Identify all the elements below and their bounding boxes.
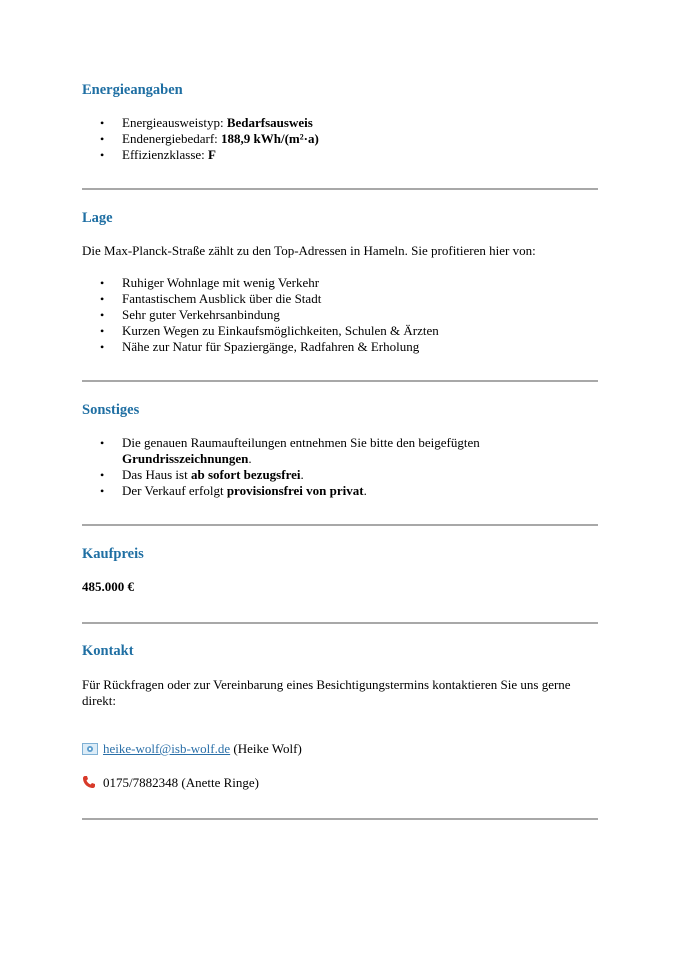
list-item: • Die genauen Raumaufteilungen entnehmen Sie bitte den beigefügten Grundrisszeichnungen. (82, 435, 522, 467)
divider (82, 380, 598, 382)
divider (82, 818, 598, 820)
sonstiges-list (82, 435, 522, 499)
phone-icon (82, 775, 98, 793)
list-item: • Endenergiebedarf: 188,9 kWh/(m²·a) (82, 131, 562, 147)
email-icon (82, 743, 98, 759)
heading-lage: Lage (82, 210, 113, 226)
list-item: • Kurzen Wegen zu Einkaufsmöglichkeiten, Schulen & Ärzten (82, 323, 562, 339)
email-contact (82, 741, 302, 759)
list-item: • Nähe zur Natur für Spaziergänge, Radfahren & Erholung (82, 339, 562, 355)
heading-sonstiges: Sonstiges (82, 402, 140, 418)
email-contact-name: (Heike Wolf) (230, 741, 302, 756)
price: 485.000 € (82, 579, 134, 594)
divider (82, 188, 598, 190)
heading-kaufpreis: Kaufpreis (82, 546, 144, 562)
lage-list (82, 275, 562, 355)
lage-intro: Die Max-Planck-Straße zählt zu den Top-Adressen in Hameln. Sie profitieren hier von: (82, 243, 536, 258)
phone-contact (82, 775, 259, 793)
list-item: • Das Haus ist ab sofort bezugsfrei. (82, 467, 522, 483)
heading-energieangaben: Energieangaben (82, 82, 183, 98)
divider (82, 524, 598, 526)
phone-contact-name: (Anette Ringe) (178, 775, 259, 790)
divider (82, 622, 598, 624)
heading-kontakt: Kontakt (82, 643, 134, 659)
list-item: • Energieausweistyp: Bedarfsausweis (82, 115, 562, 131)
list-item: • Effizienzklasse: F (82, 147, 562, 163)
list-item: • Fantastischem Ausblick über die Stadt (82, 291, 562, 307)
list-item: • Sehr guter Verkehrsanbindung (82, 307, 562, 323)
list-item: • Der Verkauf erfolgt provisionsfrei von privat. (82, 483, 522, 499)
kontakt-intro: Für Rückfragen oder zur Vereinbarung eines Besichtigungstermins kontaktieren Sie uns gerne direkt: (82, 677, 571, 708)
email-link[interactable]: heike-wolf@isb-wolf.de (103, 741, 231, 756)
phone-number: 0175/7882348 (103, 775, 179, 790)
energie-list (82, 115, 562, 163)
list-item: • Ruhiger Wohnlage mit wenig Verkehr (82, 275, 562, 291)
